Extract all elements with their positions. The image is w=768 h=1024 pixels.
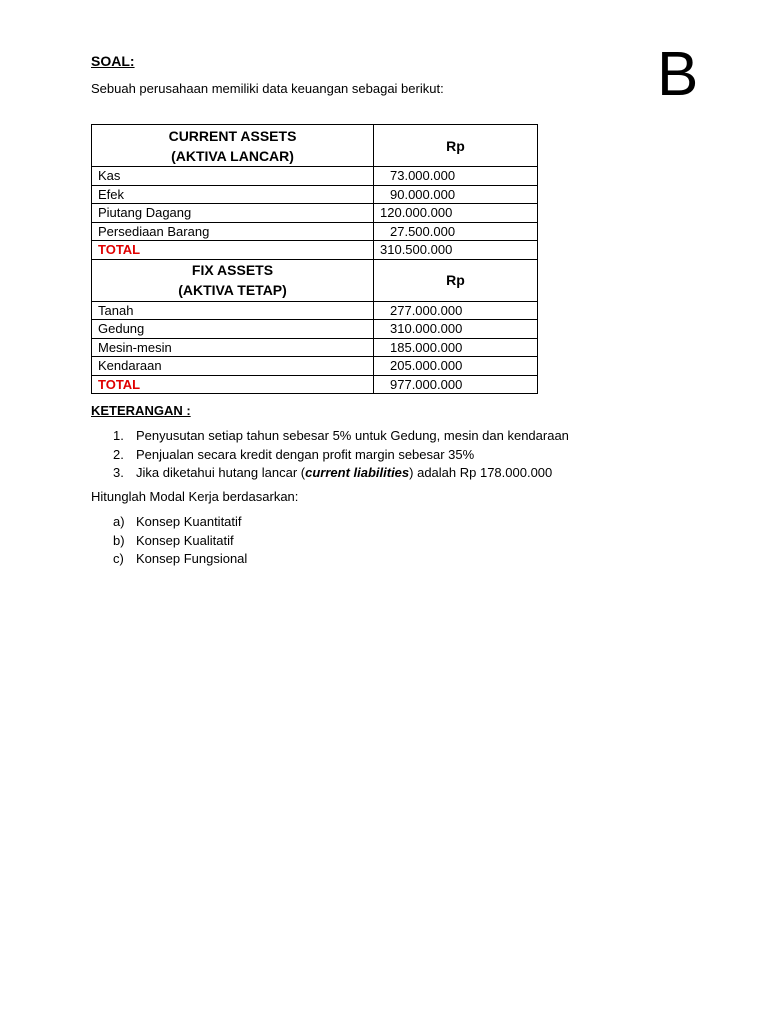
total-label: TOTAL [92, 241, 374, 260]
row-value: 277.000.000 [374, 301, 538, 320]
options-list [91, 513, 247, 569]
table-row [92, 357, 538, 376]
table-row [92, 167, 538, 186]
row-label: Piutang Dagang [92, 204, 374, 223]
table-row [92, 338, 538, 357]
keterangan-list [91, 427, 569, 483]
table-row [92, 222, 538, 241]
intro-text: Sebuah perusahaan memiliki data keuangan sebagai berikut: [91, 81, 444, 96]
row-label: Persediaan Barang [92, 222, 374, 241]
list-item: c) Konsep Fungsional [113, 551, 248, 566]
soal-heading: SOAL: [91, 53, 135, 69]
row-label: Mesin-mesin [92, 338, 374, 357]
list-item: 1. Penyusutan setiap tahun sebesar 5% untuk Gedung, mesin dan kendaraan [113, 428, 569, 443]
row-value: 27.500.000 [374, 222, 538, 241]
row-label: Gedung [92, 320, 374, 339]
row-label: Kendaraan [92, 357, 374, 376]
total-row [92, 241, 538, 260]
rp-header: Rp [374, 259, 538, 301]
row-label: Tanah [92, 301, 374, 320]
table-row [92, 301, 538, 320]
rp-header: Rp [374, 125, 538, 167]
keterangan-heading: KETERANGAN : [91, 403, 191, 418]
row-label: Kas [92, 167, 374, 186]
row-label: Efek [92, 185, 374, 204]
row-value: 205.000.000 [374, 357, 538, 376]
row-value: 185.000.000 [374, 338, 538, 357]
list-item: 3. Jika diketahui hutang lancar (current liabilities) adalah Rp 178.000.000 [113, 465, 553, 480]
version-letter: B [657, 40, 699, 109]
total-value: 977.000.000 [374, 375, 538, 394]
question-text: Hitunglah Modal Kerja berdasarkan: [91, 489, 299, 504]
current-assets-header-row [92, 125, 538, 167]
total-row [92, 375, 538, 394]
fixed-assets-header-row [92, 259, 538, 301]
list-item: b) Konsep Kualitatif [113, 532, 234, 548]
total-label: TOTAL [92, 375, 374, 394]
row-value: 90.000.000 [374, 185, 538, 204]
fixed-assets-header: FIX ASSETS (AKTIVA TETAP) [92, 259, 374, 301]
list-item: 2. Penjualan secara kredit dengan profit margin sebesar 35% [113, 446, 475, 462]
list-item: a) Konsep Kuantitatif [113, 514, 242, 529]
row-value: 310.000.000 [374, 320, 538, 339]
table-row [92, 320, 538, 339]
financial-table [91, 124, 538, 394]
table-row [92, 185, 538, 204]
row-value: 73.000.000 [374, 167, 538, 186]
total-value: 310.500.000 [374, 241, 538, 260]
current-assets-header: CURRENT ASSETS (AKTIVA LANCAR) [92, 125, 374, 167]
table-row [92, 204, 538, 223]
row-value: 120.000.000 [374, 204, 538, 223]
